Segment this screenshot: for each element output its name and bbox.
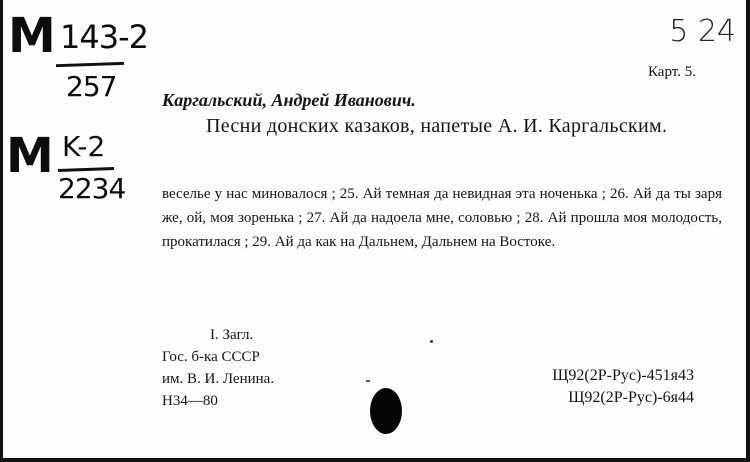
handwritten-mark-1: M: [8, 8, 54, 64]
ink-speck: [366, 380, 370, 382]
imprint-line: Н34—80: [162, 393, 218, 409]
card-left-edge: [0, 0, 3, 462]
contents-text: веселье у нас миновалося ; 25. Ай темная да невидная эта ноченька ; 26. Ай да ты заря же, ой, моя зоренька ; 27. Ай да надоела мне, соловью ; 28. Ай прошла моя молодость, прокатилася ; 29. Ай да как на Дальнем, Дальнем на Востоке.: [162, 186, 722, 250]
handwritten-mark-2: M: [6, 128, 52, 184]
handwritten-shelf-1-bottom: 257: [66, 70, 117, 103]
card-number: Карт. 5.: [648, 64, 696, 80]
handwritten-shelf-2-top: K-2: [62, 130, 106, 163]
punch-hole: [370, 388, 402, 434]
card-bottom-edge: [0, 458, 750, 462]
work-title: Песни донских казаков, напетые А. И. Каргальским.: [206, 115, 668, 137]
handwritten-shelf-2-bottom: 2234: [58, 172, 126, 205]
classification-code: Щ92(2Р-Рус)-451я43: [552, 367, 694, 384]
card-right-edge: [746, 0, 750, 462]
handwritten-fraction-line-1: [56, 62, 124, 67]
handwritten-corner-number: 5 24: [669, 14, 736, 49]
classification-code: Щ92(2Р-Рус)-6я44: [568, 389, 694, 406]
handwritten-shelf-1-top: 143-2: [60, 18, 148, 56]
ink-speck: [430, 340, 433, 343]
imprint-block: [162, 324, 274, 412]
imprint-line: им. В. И. Ленина.: [162, 371, 275, 387]
author-heading: Каргальский, Андрей Иванович.: [162, 90, 416, 110]
classification-codes: [552, 365, 694, 409]
imprint-line: Гос. б-ка СССР: [162, 349, 260, 365]
imprint-line: I. Загл.: [210, 327, 254, 343]
